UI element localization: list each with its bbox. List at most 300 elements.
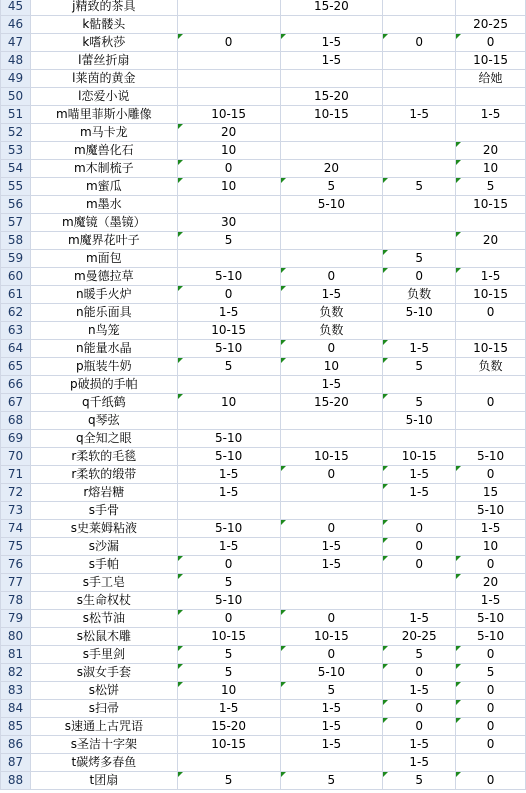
row-header[interactable]: 60: [1, 268, 31, 286]
value-cell[interactable]: [383, 772, 456, 790]
value-cell[interactable]: [383, 124, 456, 142]
row-header[interactable]: 47: [1, 34, 31, 52]
item-name-cell[interactable]: n能量水晶: [30, 340, 177, 358]
value-cell[interactable]: [456, 16, 526, 34]
item-name-cell[interactable]: s手骨: [30, 502, 177, 520]
value-cell[interactable]: [177, 214, 280, 232]
value-cell[interactable]: [383, 70, 456, 88]
value-cell[interactable]: [383, 682, 456, 700]
cell-value: 10: [220, 143, 237, 157]
value-cell[interactable]: [456, 394, 526, 412]
value-cell[interactable]: [383, 628, 456, 646]
value-cell[interactable]: [383, 304, 456, 322]
value-cell[interactable]: [456, 448, 526, 466]
item-name-cell[interactable]: m面包: [30, 250, 177, 268]
value-cell[interactable]: [383, 178, 456, 196]
value-cell[interactable]: [383, 214, 456, 232]
value-cell[interactable]: [383, 538, 456, 556]
number-stored-as-text-indicator-icon: [456, 682, 461, 687]
value-cell[interactable]: [177, 0, 280, 16]
row-header[interactable]: 45: [1, 0, 31, 16]
value-cell[interactable]: [456, 358, 526, 376]
value-cell[interactable]: [456, 466, 526, 484]
value-cell[interactable]: [456, 736, 526, 754]
value-cell[interactable]: [280, 34, 383, 52]
cell-value: 1-5: [409, 755, 429, 769]
cell-value: 5-10: [476, 629, 505, 643]
value-cell[interactable]: [383, 232, 456, 250]
value-cell[interactable]: [177, 70, 280, 88]
value-cell[interactable]: [280, 250, 383, 268]
value-cell[interactable]: [280, 322, 383, 340]
item-name-cell[interactable]: s松节油: [30, 610, 177, 628]
item-name-cell[interactable]: r熔岩糖: [30, 484, 177, 502]
value-cell[interactable]: [177, 736, 280, 754]
value-cell[interactable]: [280, 214, 383, 232]
item-name-cell[interactable]: p破损的手帕: [30, 376, 177, 394]
value-cell[interactable]: [456, 412, 526, 430]
value-cell[interactable]: [456, 682, 526, 700]
cell-value: 0: [327, 269, 336, 283]
item-name-cell[interactable]: s速通上古咒语: [30, 718, 177, 736]
value-cell[interactable]: [456, 574, 526, 592]
value-cell[interactable]: [280, 610, 383, 628]
row-header[interactable]: 74: [1, 520, 31, 538]
value-cell[interactable]: [456, 376, 526, 394]
value-cell[interactable]: [456, 322, 526, 340]
row-header[interactable]: 64: [1, 340, 31, 358]
cell-value: 5-10: [215, 593, 243, 607]
value-cell[interactable]: [456, 178, 526, 196]
value-cell[interactable]: [383, 736, 456, 754]
item-name-cell[interactable]: s沙漏: [30, 538, 177, 556]
value-cell[interactable]: [383, 664, 456, 682]
value-cell[interactable]: [177, 754, 280, 772]
value-cell[interactable]: [456, 502, 526, 520]
value-cell[interactable]: [383, 574, 456, 592]
value-cell[interactable]: [280, 142, 383, 160]
value-cell[interactable]: [280, 358, 383, 376]
row-header[interactable]: 68: [1, 412, 31, 430]
value-cell[interactable]: [280, 124, 383, 142]
value-cell[interactable]: [383, 502, 456, 520]
value-cell[interactable]: [383, 0, 456, 16]
value-cell[interactable]: [456, 70, 526, 88]
value-cell[interactable]: [456, 214, 526, 232]
row-header[interactable]: 51: [1, 106, 31, 124]
item-name-cell[interactable]: s松饼: [30, 682, 177, 700]
value-cell[interactable]: [280, 340, 383, 358]
cell-value: 5: [327, 179, 336, 193]
value-cell[interactable]: [456, 754, 526, 772]
row-header[interactable]: 80: [1, 628, 31, 646]
value-cell[interactable]: [280, 430, 383, 448]
item-name-cell[interactable]: s手里剑: [30, 646, 177, 664]
value-cell[interactable]: [177, 664, 280, 682]
value-cell[interactable]: [456, 628, 526, 646]
row-header[interactable]: 57: [1, 214, 31, 232]
value-cell[interactable]: [280, 160, 383, 178]
row-header[interactable]: 86: [1, 736, 31, 754]
cell-value: 给她: [478, 71, 503, 85]
value-cell[interactable]: [280, 664, 383, 682]
item-name-cell[interactable]: s手帕: [30, 556, 177, 574]
table-row: [1, 556, 526, 574]
item-name-cell[interactable]: k骷髅头: [30, 16, 177, 34]
row-header[interactable]: 46: [1, 16, 31, 34]
cell-value: 10: [220, 683, 237, 697]
value-cell[interactable]: [383, 142, 456, 160]
number-stored-as-text-indicator-icon: [456, 268, 461, 273]
value-cell[interactable]: [383, 358, 456, 376]
value-cell[interactable]: [177, 412, 280, 430]
value-cell[interactable]: [177, 124, 280, 142]
value-cell[interactable]: [383, 394, 456, 412]
item-name-cell[interactable]: m蜜瓜: [30, 178, 177, 196]
item-name-cell[interactable]: l蕾丝折扇: [30, 52, 177, 70]
value-cell[interactable]: [280, 88, 383, 106]
cell-value: 负数: [478, 359, 503, 373]
cell-value: 0: [224, 35, 233, 49]
value-cell[interactable]: [383, 754, 456, 772]
row-header[interactable]: 66: [1, 376, 31, 394]
value-cell[interactable]: [177, 700, 280, 718]
value-cell[interactable]: [177, 196, 280, 214]
row-header[interactable]: 77: [1, 574, 31, 592]
number-stored-as-text-indicator-icon: [281, 466, 286, 471]
value-cell[interactable]: [383, 646, 456, 664]
item-name-cell[interactable]: m木制梳子: [30, 160, 177, 178]
cell-value: 0: [486, 773, 495, 787]
value-cell[interactable]: [280, 538, 383, 556]
value-cell[interactable]: [177, 178, 280, 196]
value-cell[interactable]: [280, 0, 383, 16]
row-header[interactable]: 79: [1, 610, 31, 628]
value-cell[interactable]: [280, 646, 383, 664]
item-name-cell[interactable]: k嗜秋莎: [30, 34, 177, 52]
cell-value: 20: [482, 143, 499, 157]
value-cell[interactable]: [177, 142, 280, 160]
value-cell[interactable]: [280, 412, 383, 430]
value-cell[interactable]: [177, 250, 280, 268]
value-cell[interactable]: [280, 376, 383, 394]
value-cell[interactable]: [456, 556, 526, 574]
item-name-cell[interactable]: j精致的茶具: [30, 0, 177, 16]
item-name-cell[interactable]: m墨水: [30, 196, 177, 214]
row-header[interactable]: 67: [1, 394, 31, 412]
value-cell[interactable]: [280, 736, 383, 754]
item-name-cell[interactable]: n鸟笼: [30, 322, 177, 340]
value-cell[interactable]: [456, 430, 526, 448]
item-name-cell[interactable]: m曼德拉草: [30, 268, 177, 286]
row-header[interactable]: 56: [1, 196, 31, 214]
value-cell[interactable]: [383, 484, 456, 502]
value-cell[interactable]: [456, 232, 526, 250]
value-cell[interactable]: [177, 646, 280, 664]
value-cell[interactable]: [456, 0, 526, 16]
value-cell[interactable]: [280, 628, 383, 646]
value-cell[interactable]: [177, 268, 280, 286]
value-cell[interactable]: [280, 592, 383, 610]
value-cell[interactable]: [177, 502, 280, 520]
item-name-cell[interactable]: s圣洁十字架: [30, 736, 177, 754]
value-cell[interactable]: [383, 106, 456, 124]
cell-value: 10-15: [473, 53, 508, 67]
value-cell[interactable]: [177, 286, 280, 304]
value-cell[interactable]: [280, 502, 383, 520]
value-cell[interactable]: [280, 52, 383, 70]
item-name-cell[interactable]: p瓶装牛奶: [30, 358, 177, 376]
cell-value: 0: [486, 683, 495, 697]
cell-value: 0: [224, 161, 233, 175]
value-cell[interactable]: [383, 520, 456, 538]
item-name-cell[interactable]: t碳烤多春鱼: [30, 754, 177, 772]
value-cell[interactable]: [177, 160, 280, 178]
row-header[interactable]: 83: [1, 682, 31, 700]
value-cell[interactable]: [456, 340, 526, 358]
row-header[interactable]: 82: [1, 664, 31, 682]
item-name-cell[interactable]: m魔镜（墨镜）: [30, 214, 177, 232]
value-cell[interactable]: [456, 772, 526, 790]
value-cell[interactable]: [280, 574, 383, 592]
value-cell[interactable]: [280, 286, 383, 304]
item-name-cell[interactable]: q琴弦: [30, 412, 177, 430]
row-header[interactable]: 52: [1, 124, 31, 142]
row-header[interactable]: 70: [1, 448, 31, 466]
value-cell[interactable]: [177, 592, 280, 610]
value-cell[interactable]: [177, 106, 280, 124]
value-cell[interactable]: [280, 232, 383, 250]
cell-value: 10-15: [313, 449, 349, 463]
value-cell[interactable]: [383, 340, 456, 358]
table-row: [1, 52, 526, 70]
value-cell[interactable]: [280, 682, 383, 700]
value-cell[interactable]: [177, 322, 280, 340]
value-cell[interactable]: [456, 700, 526, 718]
row-header[interactable]: 87: [1, 754, 31, 772]
value-cell[interactable]: [383, 34, 456, 52]
value-cell[interactable]: [456, 88, 526, 106]
value-cell[interactable]: [177, 358, 280, 376]
value-cell[interactable]: [280, 448, 383, 466]
number-stored-as-text-indicator-icon: [383, 178, 388, 183]
value-cell[interactable]: [177, 520, 280, 538]
value-cell[interactable]: [177, 394, 280, 412]
value-cell[interactable]: [280, 106, 383, 124]
item-name-cell[interactable]: l莱茵的黄金: [30, 70, 177, 88]
row-header[interactable]: 78: [1, 592, 31, 610]
value-cell[interactable]: [383, 52, 456, 70]
row-header[interactable]: 49: [1, 70, 31, 88]
item-name-cell[interactable]: m魔界花叶子: [30, 232, 177, 250]
value-cell[interactable]: [456, 106, 526, 124]
item-name-cell[interactable]: m魔兽化石: [30, 142, 177, 160]
value-cell[interactable]: [177, 538, 280, 556]
row-header[interactable]: 72: [1, 484, 31, 502]
value-cell[interactable]: [383, 700, 456, 718]
value-cell[interactable]: [177, 556, 280, 574]
row-header[interactable]: 71: [1, 466, 31, 484]
row-header[interactable]: 50: [1, 88, 31, 106]
value-cell[interactable]: [280, 754, 383, 772]
value-cell[interactable]: [383, 610, 456, 628]
value-cell[interactable]: [383, 466, 456, 484]
value-cell[interactable]: [177, 340, 280, 358]
value-cell[interactable]: [383, 88, 456, 106]
cell-value: 0: [415, 539, 423, 553]
item-name-cell[interactable]: m马卡龙: [30, 124, 177, 142]
value-cell[interactable]: [383, 160, 456, 178]
cell-value: 15-20: [313, 89, 349, 103]
value-cell[interactable]: [280, 718, 383, 736]
row-header[interactable]: 58: [1, 232, 31, 250]
value-cell[interactable]: [456, 160, 526, 178]
value-cell[interactable]: [177, 718, 280, 736]
row-header[interactable]: 53: [1, 142, 31, 160]
value-cell[interactable]: [383, 556, 456, 574]
value-cell[interactable]: [456, 538, 526, 556]
number-stored-as-text-indicator-icon: [383, 772, 388, 777]
item-name-cell[interactable]: s松鼠木雕: [30, 628, 177, 646]
value-cell[interactable]: [280, 16, 383, 34]
value-cell[interactable]: [177, 574, 280, 592]
value-cell[interactable]: [177, 682, 280, 700]
item-name-cell[interactable]: s扫帚: [30, 700, 177, 718]
row-header[interactable]: 69: [1, 430, 31, 448]
value-cell[interactable]: [383, 412, 456, 430]
row-header[interactable]: 81: [1, 646, 31, 664]
value-cell[interactable]: [456, 34, 526, 52]
item-name-cell[interactable]: q千纸鹤: [30, 394, 177, 412]
value-cell[interactable]: [456, 196, 526, 214]
value-cell[interactable]: [177, 772, 280, 790]
item-name-cell[interactable]: n暖手火炉: [30, 286, 177, 304]
value-cell[interactable]: [177, 430, 280, 448]
cell-value: 0: [486, 701, 495, 715]
value-cell[interactable]: [280, 70, 383, 88]
value-cell[interactable]: [383, 250, 456, 268]
value-cell[interactable]: [383, 592, 456, 610]
row-header[interactable]: 62: [1, 304, 31, 322]
value-cell[interactable]: [177, 34, 280, 52]
cell-value: 10-15: [313, 107, 349, 121]
value-cell[interactable]: [456, 304, 526, 322]
value-cell[interactable]: [456, 610, 526, 628]
number-stored-as-text-indicator-icon: [281, 286, 286, 291]
value-cell[interactable]: [177, 610, 280, 628]
value-cell[interactable]: [280, 520, 383, 538]
value-cell[interactable]: [456, 124, 526, 142]
row-header[interactable]: 54: [1, 160, 31, 178]
item-name-cell[interactable]: r柔软的毛毯: [30, 448, 177, 466]
value-cell[interactable]: [456, 142, 526, 160]
row-header[interactable]: 59: [1, 250, 31, 268]
value-cell[interactable]: [177, 304, 280, 322]
item-name-cell[interactable]: t团扇: [30, 772, 177, 790]
value-cell[interactable]: [456, 520, 526, 538]
value-cell[interactable]: [280, 394, 383, 412]
value-cell[interactable]: [383, 718, 456, 736]
row-header[interactable]: 61: [1, 286, 31, 304]
row-header[interactable]: 55: [1, 178, 31, 196]
value-cell[interactable]: [177, 16, 280, 34]
value-cell[interactable]: [456, 484, 526, 502]
value-cell[interactable]: [456, 268, 526, 286]
value-cell[interactable]: [280, 304, 383, 322]
row-header[interactable]: 75: [1, 538, 31, 556]
value-cell[interactable]: [383, 286, 456, 304]
value-cell[interactable]: [383, 430, 456, 448]
value-cell[interactable]: [456, 286, 526, 304]
value-cell[interactable]: [280, 556, 383, 574]
number-stored-as-text-indicator-icon: [178, 358, 183, 363]
row-header[interactable]: 73: [1, 502, 31, 520]
cell-value: 5: [486, 665, 495, 679]
value-cell[interactable]: [280, 196, 383, 214]
cell-value: 5-10: [476, 611, 505, 625]
row-header[interactable]: 63: [1, 322, 31, 340]
value-cell[interactable]: [456, 646, 526, 664]
value-cell[interactable]: [177, 628, 280, 646]
value-cell[interactable]: [280, 178, 383, 196]
value-cell[interactable]: [383, 16, 456, 34]
value-cell[interactable]: [456, 52, 526, 70]
row-header[interactable]: 88: [1, 772, 31, 790]
item-name-cell[interactable]: q全知之眼: [30, 430, 177, 448]
value-cell[interactable]: [280, 484, 383, 502]
value-cell[interactable]: [456, 718, 526, 736]
row-header[interactable]: 84: [1, 700, 31, 718]
row-header[interactable]: 65: [1, 358, 31, 376]
value-cell[interactable]: [177, 232, 280, 250]
table-row: [1, 160, 526, 178]
value-cell[interactable]: [383, 448, 456, 466]
value-cell[interactable]: [177, 466, 280, 484]
value-cell[interactable]: [177, 52, 280, 70]
value-cell[interactable]: [280, 268, 383, 286]
item-name-cell[interactable]: l恋爱小说: [30, 88, 177, 106]
value-cell[interactable]: [177, 448, 280, 466]
cell-value: 1-5: [409, 107, 429, 121]
item-name-cell[interactable]: r柔软的缎带: [30, 466, 177, 484]
row-header[interactable]: 76: [1, 556, 31, 574]
value-cell[interactable]: [177, 484, 280, 502]
value-cell[interactable]: [280, 466, 383, 484]
item-name-cell[interactable]: s淑女手套: [30, 664, 177, 682]
value-cell[interactable]: [177, 88, 280, 106]
value-cell[interactable]: [456, 664, 526, 682]
value-cell[interactable]: [383, 268, 456, 286]
value-cell[interactable]: [383, 196, 456, 214]
value-cell[interactable]: [383, 322, 456, 340]
item-name-cell[interactable]: s生命权杖: [30, 592, 177, 610]
cell-value: 1-5: [321, 35, 342, 49]
value-cell[interactable]: [280, 772, 383, 790]
value-cell[interactable]: [456, 250, 526, 268]
value-cell[interactable]: [280, 700, 383, 718]
item-name-cell[interactable]: s手工皂: [30, 574, 177, 592]
number-stored-as-text-indicator-icon: [383, 700, 388, 705]
value-cell[interactable]: [383, 376, 456, 394]
row-header[interactable]: 48: [1, 52, 31, 70]
item-name-cell[interactable]: m喵里菲斯小雕像: [30, 106, 177, 124]
value-cell[interactable]: [177, 376, 280, 394]
item-name-cell[interactable]: n能乐面具: [30, 304, 177, 322]
value-cell[interactable]: [456, 592, 526, 610]
table-row: [1, 16, 526, 34]
row-header[interactable]: 85: [1, 718, 31, 736]
item-name-cell[interactable]: s史莱姆粘液: [30, 520, 177, 538]
